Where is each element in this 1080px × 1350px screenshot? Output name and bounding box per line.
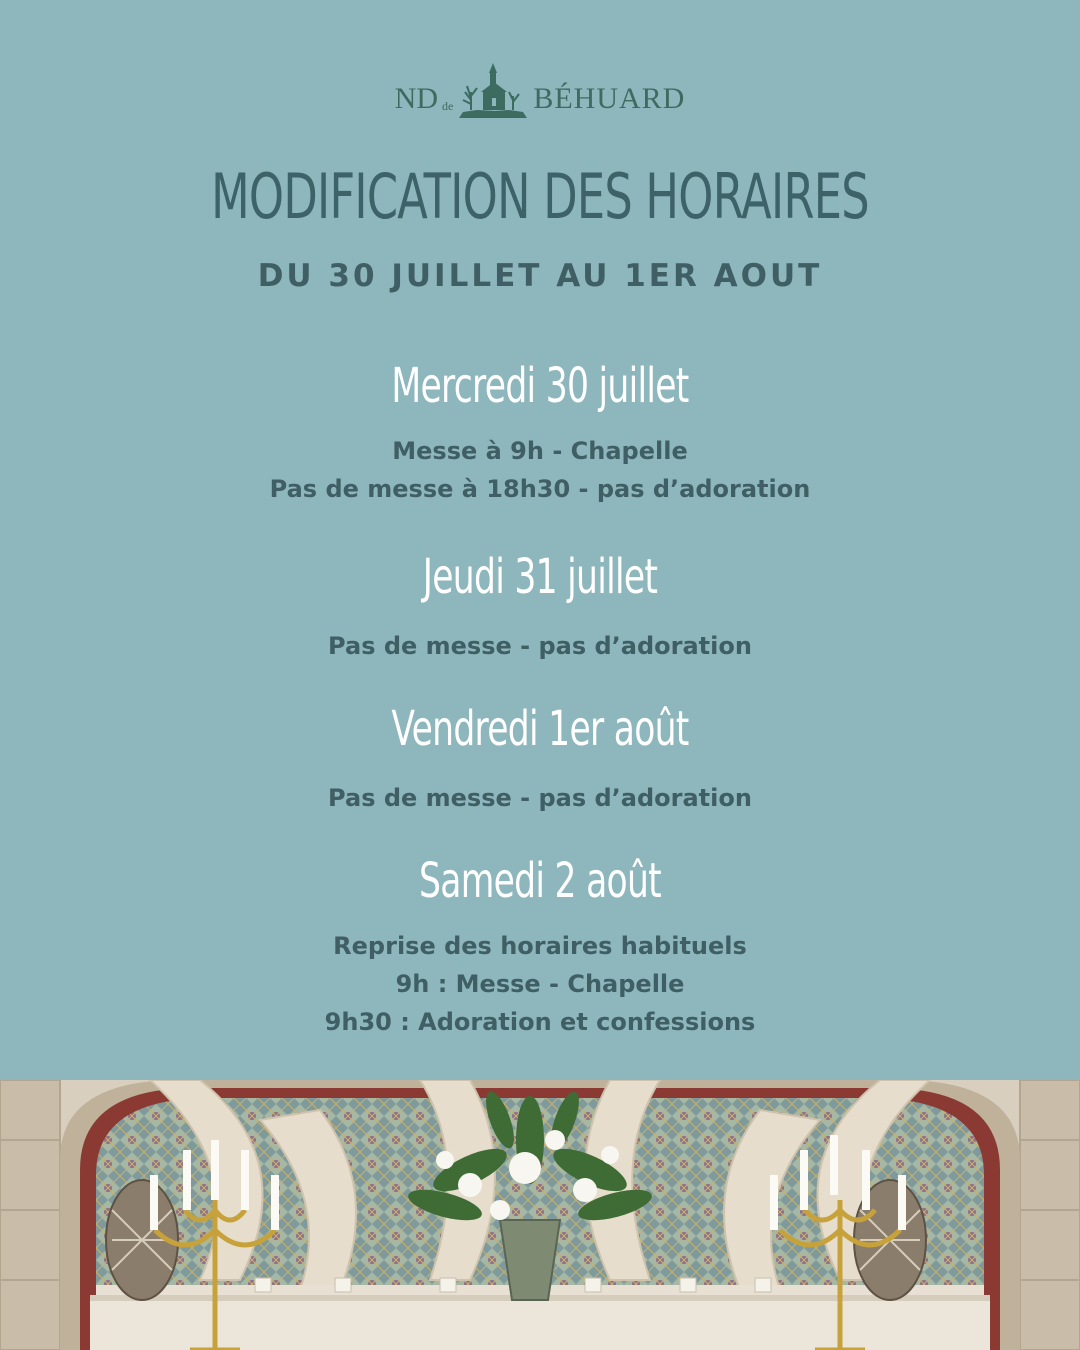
chapel-altar-photo xyxy=(0,1080,1080,1350)
day-line: 9h : Messe - Chapelle xyxy=(395,970,685,998)
logo-name: BÉHUARD xyxy=(533,82,686,115)
day-line: Pas de messe à 18h30 - pas d’adoration xyxy=(269,475,811,503)
day-block-thursday xyxy=(0,549,1080,665)
page-subtitle: DU 30 JUILLET AU 1ER AOUT xyxy=(257,258,823,294)
day-block-saturday xyxy=(0,853,1080,1041)
logo-prefix: ND xyxy=(394,82,438,115)
day-block-friday xyxy=(0,701,1080,817)
day-line: Messe à 9h - Chapelle xyxy=(392,437,688,465)
day-line: Pas de messe - pas d’adoration xyxy=(328,632,752,660)
day-line: 9h30 : Adoration et confessions xyxy=(324,1008,756,1036)
day-block-wednesday xyxy=(0,358,1080,508)
logo xyxy=(0,62,1080,120)
day-title: Vendredi 1er août xyxy=(391,701,689,757)
logo-connector: de xyxy=(442,99,454,113)
day-title: Samedi 2 août xyxy=(419,853,661,909)
day-line: Pas de messe - pas d’adoration xyxy=(328,784,752,812)
day-title: Mercredi 30 juillet xyxy=(391,358,689,414)
page-title: MODIFICATION DES HORAIRES xyxy=(211,160,869,233)
day-line: Reprise des horaires habituels xyxy=(333,932,747,960)
chapel-icon xyxy=(457,62,529,120)
day-title: Jeudi 31 juillet xyxy=(422,549,658,605)
